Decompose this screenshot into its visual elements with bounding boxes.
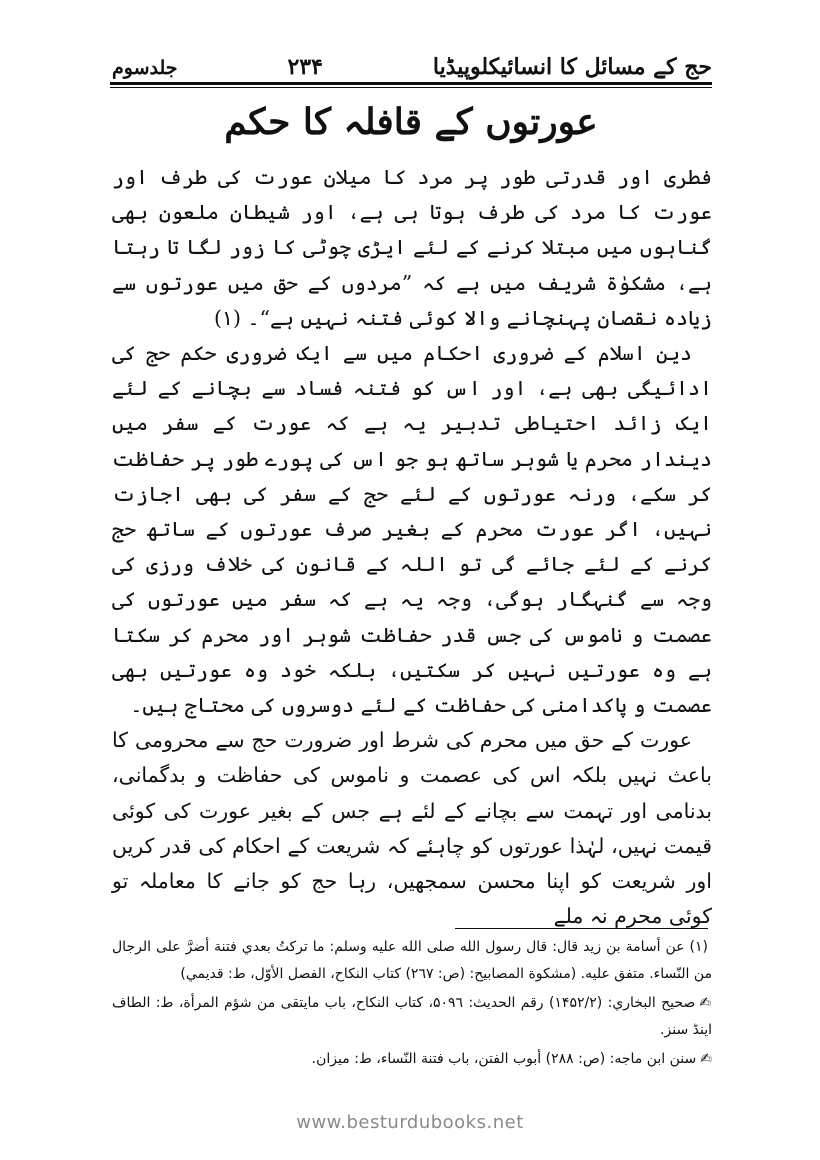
header-rule [110, 82, 712, 85]
footnote-text: سنن ابن ماجه: (ص: ۲۸۸) أبوب الفتن، باب فتنة النّساء، ط: ميزان. [311, 1051, 697, 1067]
footnote [112, 934, 712, 988]
header-rule-thin [110, 87, 712, 88]
pen-icon: ✍ [700, 1051, 712, 1067]
pen-icon: ✍ [699, 995, 712, 1011]
book-title: حج کے مسائل کا انسائیکلوپیڈیا [432, 54, 712, 80]
footnotes [112, 934, 712, 1075]
body-text [112, 160, 712, 942]
footnote [112, 990, 712, 1044]
footnote-text: (۱) عن أسامة بن زيد قال: قال رسول الله صلى الله عليه وسلم: ما تركتُ بعدي فتنة أضرَّ على الرجال من النّساء. متفق عليه. (مشكوة المصابيح: (ص: ۲٦٧) كتاب النكاح، الفصل الأوّل، ط: قديمي) [112, 939, 712, 982]
paragraph: دین اسلام کے ضروری احکام میں سے ایک ضروری حکم حج کی ادائیگی بھی ہے، اور اس کو فتنہ فساد سے بچانے کے لئے ایک زائد احتیاطی تدبیر یہ ہے کہ عورت کے سفر میں دیندار محرم یا شوہر ساتھ ہو جو اس کی پورے طور پر حفاظت کر سکے، ورنہ عورتوں کے لئے حج کے سفر کی بھی اجازت نہیں، اگر عورت محرم کے بغیر صرف عورتوں کے ساتھ حج کرنے کے لئے جائے گی تو اللہ کے قانون کی خلاف ورزی کی وجہ سے گنہگار ہوگی، وجہ یہ ہے کہ سفر میں عورتوں کی عصمت و ناموس کی جس قدر حفاظت شوہر اور محرم کر سکتا ہے وہ عورتیں نہیں کر سکتیں، بلکہ خود وہ عورتیں بھی عصمت و پاکدامنی کی حفاظت کے لئے دوسروں کی محتاج ہیں۔ [112, 341, 712, 718]
footnote-rule [455, 928, 708, 929]
website-watermark: www.besturdubooks.net [296, 1112, 524, 1133]
footnote-text: صحيح البخاري: (۱۴۵۲/۲) رقم الحديث: ۵۰۹٦، كتاب النكاح، باب مايتقى من شؤم المرأة، ط: الطاف اينڈ سنز. [112, 995, 712, 1038]
page-number: ۲۳۴ [287, 54, 323, 80]
paragraph: عورت کے حق میں محرم کی شرط اور ضرورت حج سے محرومی کا باعث نہیں بلکہ اس کی عصمت و ناموس کی حفاظت و بدگمانی، بدنامی اور تہمت سے بچانے کے لئے ہے جس کے بغیر عورت کی کوئی قیمت نہیں، لہٰذا عورتوں کو چاہئے کہ شریعت کے احکام کی قدر کریں اور شریعت کو اپنا محسن سمجھیں، رہا حج کو جانے کا معاملہ تو کوئی محرم نہ ملے [112, 728, 712, 929]
paragraph: فطری اور قدرتی طور پر مرد کا میلان عورت کی طرف اور عورت کا مرد کی طرف ہوتا ہی ہے، اور شیطان ملعون بھی گناہوں میں مبتلا کرنے کے لئے ایڑی چوٹی کا زور لگا تا رہتا ہے، مشکوٰۃ شریف میں ہے کہ ”مردوں کے حق میں عورتوں سے زیادہ نقصان پہنچانے والا کوئی فتنہ نہیں ہے“۔ (۱) [112, 165, 712, 330]
chapter-title: عورتوں کے قافلہ کا حکم [224, 101, 598, 143]
volume-label: جلدسوم [112, 57, 178, 79]
running-head [112, 28, 712, 78]
footnote [112, 1046, 712, 1073]
